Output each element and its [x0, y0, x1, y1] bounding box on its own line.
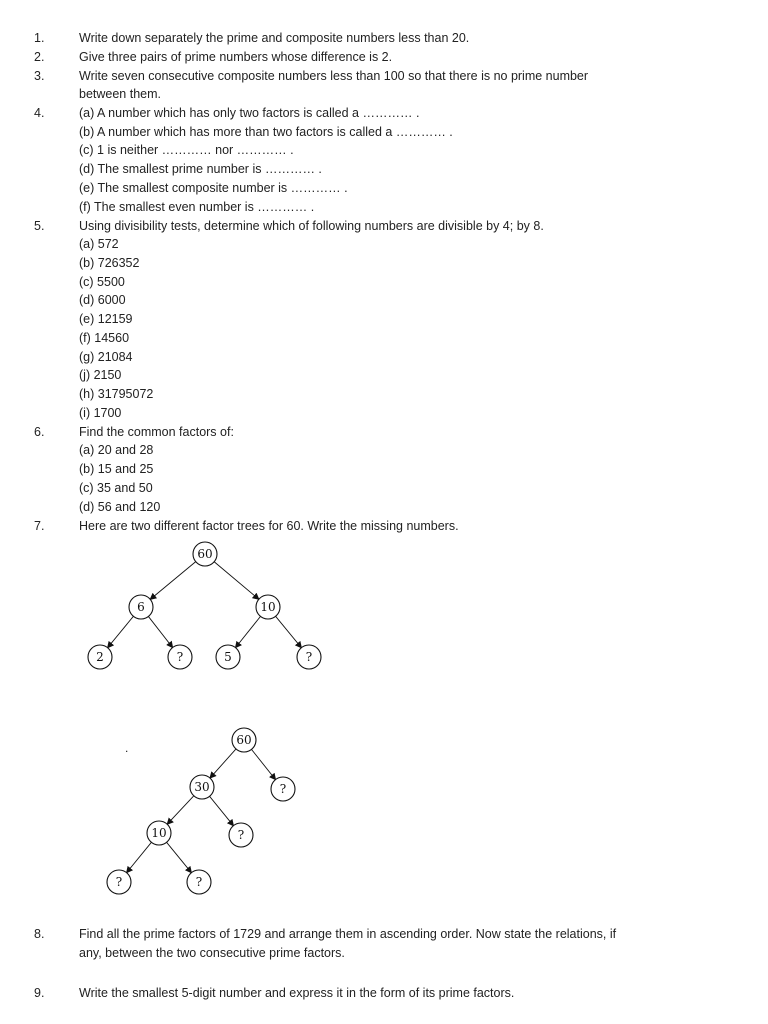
- question-subitem: (i) 1700: [79, 406, 122, 420]
- tree-node-label: 30: [194, 780, 210, 794]
- question-text: Give three pairs of prime numbers whose difference is 2.: [79, 50, 393, 64]
- question-subitem: (a) 20 and 28: [79, 443, 154, 457]
- question-subitem: (d) The smallest prime number is ………… .: [79, 162, 322, 176]
- tree-edge: [235, 616, 260, 647]
- question-number: 5.: [34, 219, 45, 233]
- tree-edge: [167, 796, 194, 824]
- question-subitem: (b) 15 and 25: [79, 462, 154, 476]
- tree-node-label: 60: [236, 733, 252, 747]
- tree-node-label: ?: [305, 650, 313, 664]
- question-subitem: (c) 1 is neither ………… nor ………… .: [79, 143, 294, 157]
- question-subitem: (e) 12159: [79, 312, 133, 326]
- question-subitem: (c) 5500: [79, 275, 125, 289]
- tree-edge: [148, 616, 172, 647]
- tree-node-label: ?: [237, 828, 245, 842]
- question-number: 4.: [34, 106, 45, 120]
- question-text: Write down separately the prime and composite numbers less than 20.: [79, 31, 470, 45]
- tree-node-label: 10: [260, 600, 276, 614]
- question-subitem: (f) The smallest even number is ………… .: [79, 200, 315, 214]
- question-subitem: (e) The smallest composite number is ………… .: [79, 181, 348, 195]
- question-text: Here are two different factor trees for 60. Write the missing numbers.: [79, 519, 459, 533]
- question-text: (a) A number which has only two factors is called a ………… .: [79, 106, 420, 120]
- stray-mark: .: [125, 741, 129, 755]
- question-text: Write the smallest 5-digit number and express it in the form of its prime factors.: [79, 986, 515, 1000]
- question-number: 1.: [34, 31, 45, 45]
- tree-edge: [276, 616, 302, 647]
- tree-edge: [214, 562, 259, 600]
- tree-node-label: 6: [137, 600, 145, 614]
- question-text: Write seven consecutive composite numbers less than 100 so that there is no prime number: [79, 69, 589, 83]
- tree-edge: [127, 842, 152, 872]
- question-subitem: (f) 14560: [79, 331, 130, 345]
- tree-node-label: ?: [115, 875, 123, 889]
- question-text: Find the common factors of:: [79, 425, 234, 439]
- tree-node-label: 5: [224, 650, 232, 664]
- question-subitem: (g) 21084: [79, 350, 133, 364]
- question-subitem: (b) 726352: [79, 256, 140, 270]
- tree-node-label: 2: [96, 650, 104, 664]
- question-number: 3.: [34, 69, 45, 83]
- question-subitem: any, between the two consecutive prime factors.: [79, 946, 345, 960]
- question-subitem: (h) 31795072: [79, 387, 154, 401]
- question-number: 2.: [34, 50, 45, 64]
- question-subitem: (j) 2150: [79, 368, 122, 382]
- factor-tree-1: [88, 542, 321, 669]
- tree-edge: [251, 749, 275, 779]
- question-subitem: between them.: [79, 87, 161, 101]
- question-text: Using divisibility tests, determine which of following numbers are divisible by 4; by 8.: [79, 219, 544, 233]
- tree-node-label: ?: [195, 875, 203, 889]
- question-number: 6.: [34, 425, 45, 439]
- question-number: 7.: [34, 519, 45, 533]
- question-text: Find all the prime factors of 1729 and arrange them in ascending order. Now state the relations, if: [79, 927, 617, 941]
- question-subitem: (b) A number which has more than two factors is called a ………… .: [79, 125, 453, 139]
- question-subitem: (a) 572: [79, 237, 119, 251]
- tree-node-label: ?: [176, 650, 184, 664]
- question-subitem: (d) 56 and 120: [79, 500, 161, 514]
- question-subitem: (d) 6000: [79, 293, 126, 307]
- tree-node-label: 60: [197, 547, 213, 561]
- factor-tree-2: [107, 728, 295, 894]
- tree-node-label: 10: [151, 826, 167, 840]
- tree-edge: [210, 749, 236, 778]
- tree-edge: [210, 796, 234, 825]
- question-number: 8.: [34, 927, 45, 941]
- tree-edge: [108, 616, 134, 647]
- tree-node-label: ?: [279, 782, 287, 796]
- question-number: 9.: [34, 986, 45, 1000]
- tree-edge: [150, 562, 196, 600]
- tree-edge: [167, 842, 192, 872]
- question-subitem: (c) 35 and 50: [79, 481, 153, 495]
